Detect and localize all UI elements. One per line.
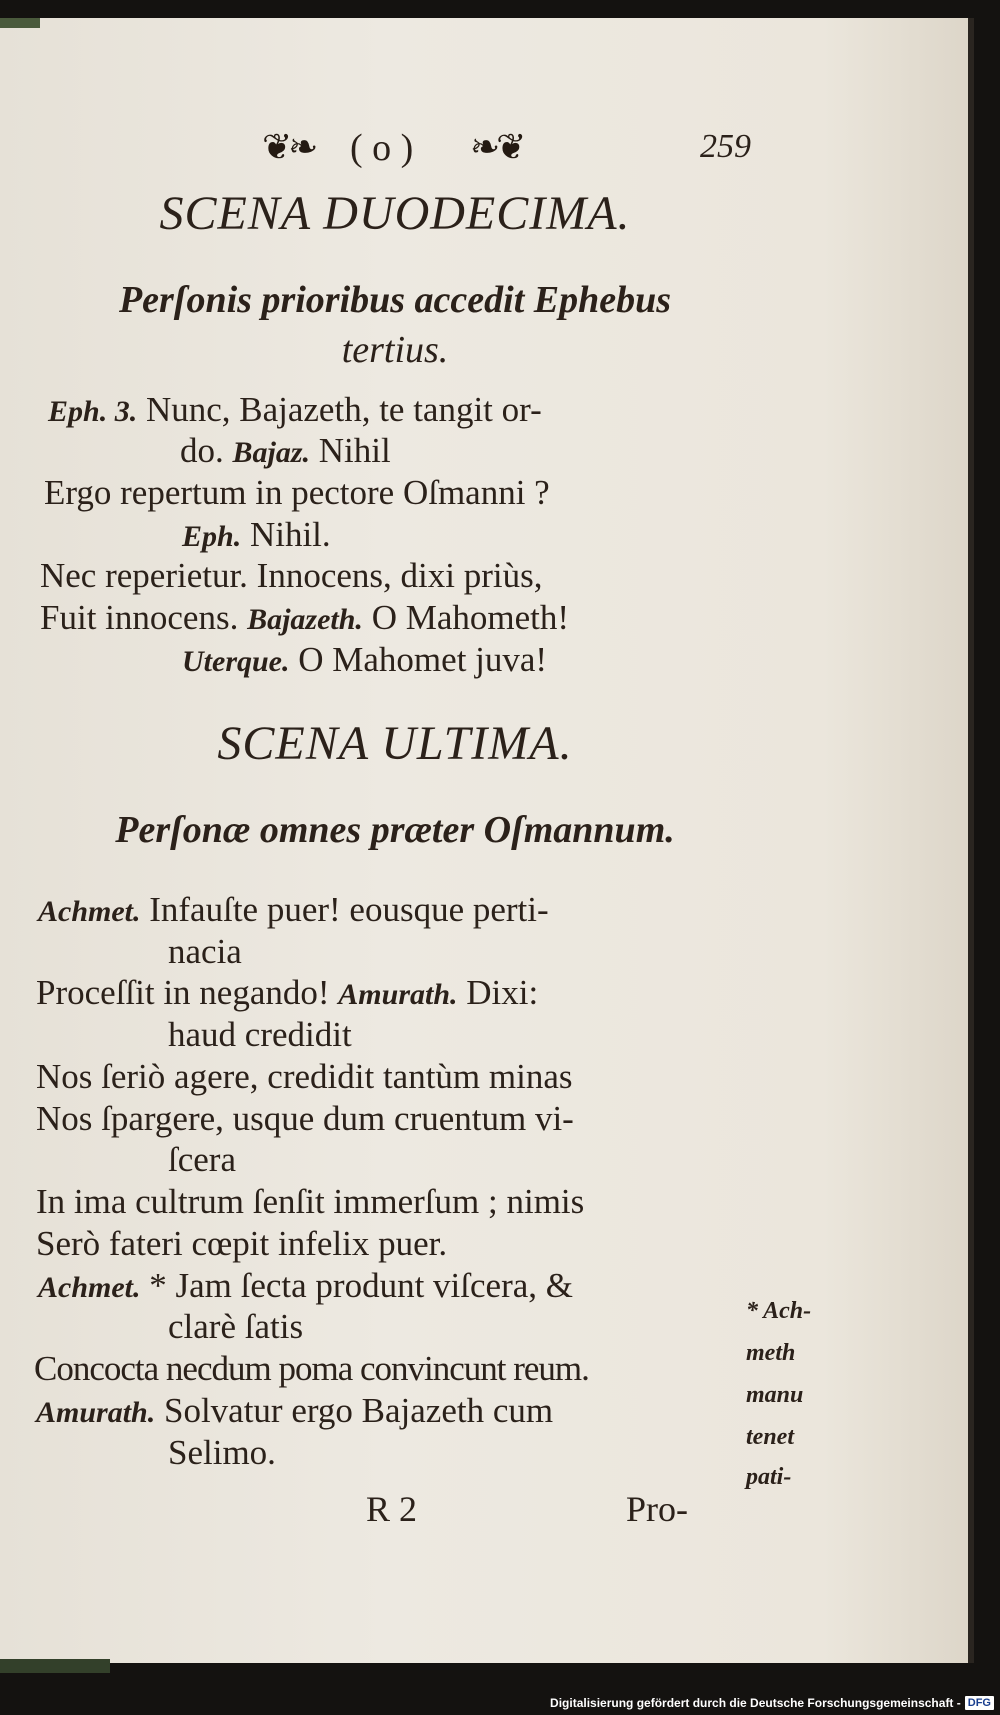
verse-line [168,932,242,972]
verse-text: Fuit innocens. [40,598,248,637]
verse-line [40,598,569,638]
verse-text: Nos ſpargere, usque dum cruentum vi- [36,1099,574,1138]
verse-line [182,640,547,680]
speaker-label: Eph. 3. [48,395,138,428]
verse-line [36,1057,573,1097]
verse-text: * Jam ſecta produnt viſcera, & [140,1266,573,1305]
verse-line [168,1307,303,1347]
verse-text: ſcera [168,1140,236,1179]
margin-note-line: manu [746,1382,804,1408]
header-parenthesis: ( o ) [350,127,414,169]
verse-text: Infauſte puer! eousque perti- [140,890,549,929]
verse-text: Serò fateri cœpit infelix puer. [36,1224,448,1263]
verse-line [36,1391,553,1431]
verse-line [36,973,538,1013]
verse-line [180,431,391,471]
verse-line [38,890,549,930]
digitization-notice-text: Digitalisierung gefördert durch die Deutsche Forschungsgemeinschaft - [550,1696,961,1710]
speaker-label: Achmet. [38,895,141,928]
book-page [0,18,974,1663]
dfg-logo-icon: DFG [965,1696,994,1710]
scene-twelve-title: SCENA DUODECIMA. [159,187,631,240]
last-scene-stage-direction: Perſonæ omnes præter Oſmannum. [115,809,675,851]
verse-text: Nunc, Bajazeth, te tangit or- [137,390,542,429]
page-number: 259 [700,128,751,165]
verse-text: In ima cultrum ſenſit immerſum ; nimis [36,1182,585,1221]
verse-text: Proceſſit in negando! [36,973,339,1012]
catchword: Pro- [626,1489,688,1529]
verse-line [34,1349,589,1389]
verse-line [36,1182,584,1222]
verse-line [38,1266,573,1306]
digitization-notice [550,1693,994,1713]
verse-text: O Mahomet juva! [289,640,548,679]
running-header [0,108,968,168]
verse-text: Dixi: [457,973,539,1012]
verse-text: Selimo. [168,1433,276,1472]
verse-line [182,515,331,555]
verse-line [44,473,550,513]
verse-line [40,556,542,596]
ornament-right-icon: ❧❦ [470,127,523,167]
scene-twelve-stage-line-1: Perſonis prioribus accedit Ephebus [118,279,672,321]
verse-text: clarè ſatis [168,1307,304,1346]
margin-note-line: meth [746,1340,796,1366]
scene-twelve-stage-line-2: tertius. [341,329,449,371]
verse-line [168,1140,236,1180]
verse-text: nacia [168,932,242,971]
ornament-left-icon: ❦❧ [262,127,315,167]
speaker-label: Bajazeth. [247,603,363,636]
page-edge-fray-bottom [0,1659,110,1673]
speaker-label: Uterque. [182,645,290,678]
verse-line [48,390,542,430]
verse-line [168,1015,352,1055]
margin-note-line: pati- [746,1464,792,1490]
signature-mark: R 2 [366,1489,418,1529]
verse-text: haud credidit [168,1015,352,1054]
verse-text: Nihil. [241,515,331,554]
verse-text: Nihil [310,431,391,470]
speaker-label: Bajaz. [232,436,311,469]
speaker-label: Achmet. [38,1271,141,1304]
margin-note-line: * Ach- [746,1298,812,1324]
last-scene-title: SCENA ULTIMA. [217,717,573,770]
verse-text: Solvatur ergo Bajazeth cum [155,1391,554,1430]
verse-text: Concocta necdum poma convincunt reum. [34,1349,589,1388]
speaker-label: Eph. [182,520,242,553]
verse-text: do. [180,431,233,470]
speaker-label: Amurath. [338,978,458,1011]
verse-text: Ergo repertum in pectore Oſmanni ? [44,473,550,512]
page-edge-fray [0,18,40,28]
margin-note-line: tenet [746,1424,794,1450]
verse-text: Nos ſeriò agere, credidit tantùm minas [36,1057,573,1096]
verse-line [36,1224,447,1264]
speaker-label: Amurath. [36,1396,156,1429]
verse-line [168,1433,276,1473]
verse-text: Nec reperietur. Innocens, dixi priùs, [40,556,543,595]
verse-text: O Mahometh! [362,598,570,637]
verse-line [36,1099,574,1139]
